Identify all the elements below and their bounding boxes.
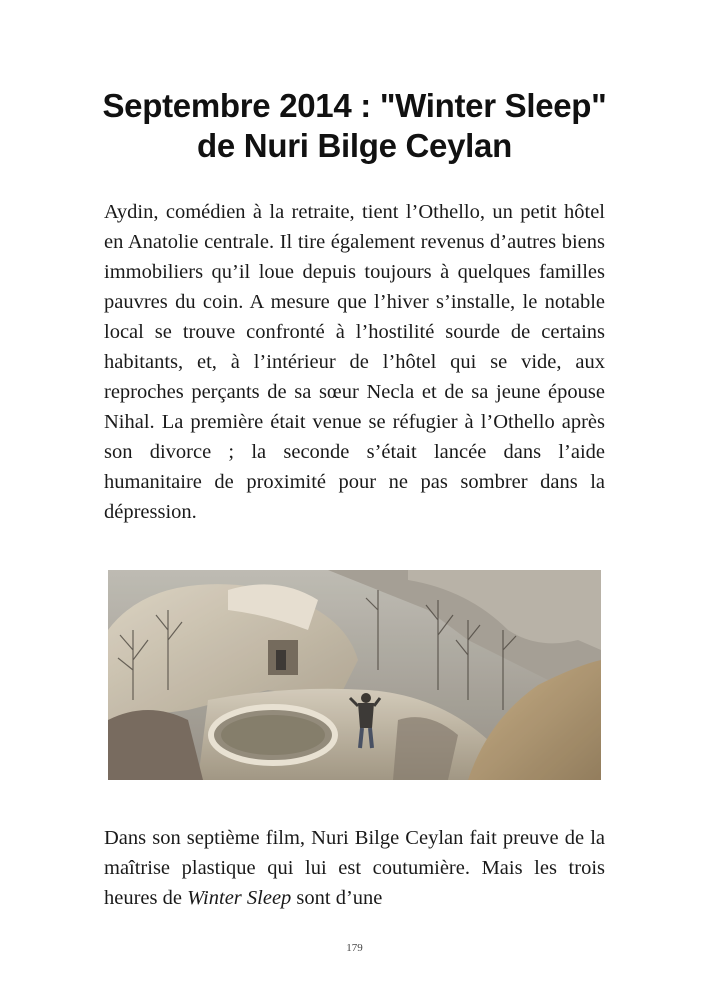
page-number: 179 (346, 942, 363, 954)
page-title: Septembre 2014 : "Winter Sleep" de Nuri Bilge Ceylan (102, 87, 607, 164)
paragraph2-text-start: Dans son septième film, Nuri Bilge Ceylan fait preuve de la maîtrise plastique qui lui est coutumière. Mais les trois heures de (104, 827, 605, 909)
body-paragraph-2 (104, 823, 605, 913)
film-title-italic: Winter Sleep (187, 887, 292, 909)
body-paragraph-1: Aydin, comédien à la retraite, tient l’Othello, un petit hôtel en Anatolie centrale. Il tire également revenus d’autres biens immobiliers qu’il loue depuis toujours à quelques familles pauvres du coin. A mesure que l’hiver s’installe, le notable local se trouve confronté à l’hostilité sourde de certains habitants, et, à l’intérieur de l’hôtel qui se vide, aux reproches perçants de sa sœur Necla et de sa jeune épouse Nihal. La première était venue se réfugier à l’Othello après son divorce ; la seconde s’était lancée dans l’aide humanitaire de proximité pour ne pas sombrer dans la dépression. (104, 201, 605, 523)
film-still-image (108, 570, 601, 780)
paragraph2-text-end: sont d’une (291, 887, 383, 909)
film-still-photo (108, 570, 601, 780)
